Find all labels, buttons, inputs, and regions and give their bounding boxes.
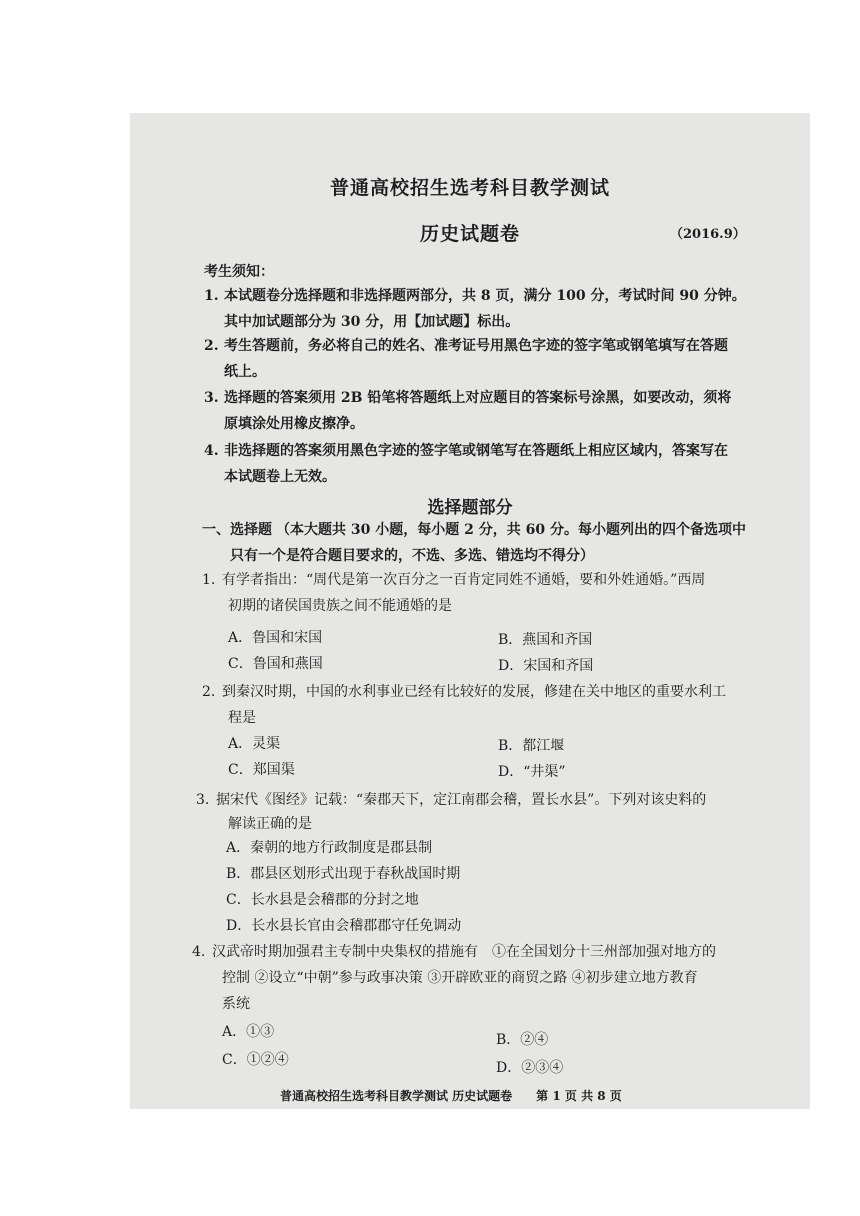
part-instructions: 只有一个是符合题目要求的，不选、多选、错选均不得分） bbox=[230, 548, 594, 564]
question-text: 汉武帝时期加强君主专制中央集权的措施有 ①在全国划分十三州部加强对地方的 bbox=[212, 944, 716, 960]
option-d: D．宋国和齐国 bbox=[498, 658, 594, 674]
option-b: B．燕国和齐国 bbox=[498, 632, 593, 648]
question-text: 到秦汉时期，中国的水利事业已经有比较好的发展，修建在关中地区的重要水利工 bbox=[222, 684, 726, 700]
option-c: C．长水县是会稽郡的分封之地 bbox=[226, 892, 419, 908]
question-number: 2. bbox=[202, 684, 216, 700]
option-b: B．②④ bbox=[496, 1032, 549, 1048]
notice-item-number: 4. bbox=[204, 443, 219, 459]
notice-item-text: 其中加试题部分为 30 分，用【加试题】标出。 bbox=[224, 314, 520, 330]
page-footer: 普通高校招生选考科目教学测试 历史试题卷 第 1 页 共 8 页 bbox=[280, 1089, 622, 1103]
question-text: 有学者指出：“周代是第一次百分之一百肯定同姓不通婚，要和外姓通婚。”西周 bbox=[222, 572, 706, 588]
notice-heading: 考生须知： bbox=[204, 264, 274, 280]
part-instructions: （本大题共 30 小题，每小题 2 分，共 60 分。每小题列出的四个备选项中 bbox=[276, 522, 746, 538]
notice-item-number: 3. bbox=[204, 390, 219, 406]
option-a: A．秦朝的地方行政制度是郡县制 bbox=[226, 840, 433, 856]
option-c: C．郑国渠 bbox=[228, 762, 295, 778]
option-c: C．鲁国和燕国 bbox=[228, 656, 323, 672]
exam-title: 普通高校招生选考科目教学测试 bbox=[329, 177, 610, 199]
notice-item-number: 1. bbox=[204, 288, 219, 304]
question-text: 系统 bbox=[222, 996, 250, 1012]
notice-item-text: 纸上。 bbox=[224, 364, 266, 380]
notice-item-text: 非选择题的答案须用黑色字迹的签字笔或钢笔写在答题纸上相应区域内，答案写在 bbox=[224, 443, 728, 459]
option-d: D．长水县长官由会稽郡郡守任免调动 bbox=[226, 918, 462, 934]
option-a: A．①③ bbox=[222, 1024, 275, 1040]
option-d: D．“井渠” bbox=[498, 764, 566, 780]
question-text: 初期的诸侯国贵族之间不能通婚的是 bbox=[228, 598, 452, 614]
notice-item-text: 原填涂处用橡皮擦净。 bbox=[224, 416, 364, 432]
notice-item-text: 本试题卷分选择题和非选择题两部分，共 8 页，满分 100 分，考试时间 90 分钟。 bbox=[224, 288, 746, 304]
question-number: 3. bbox=[196, 792, 210, 808]
question-number: 4. bbox=[192, 944, 206, 960]
section-title: 选择题部分 bbox=[427, 498, 513, 518]
question-text: 程是 bbox=[228, 710, 256, 726]
option-d: D．②③④ bbox=[496, 1060, 564, 1076]
notice-item-text: 本试题卷上无效。 bbox=[224, 469, 336, 485]
question-text: 控制 ②设立“中朝”参与政事决策 ③开辟欧亚的商贸之路 ④初步建立地方教育 bbox=[222, 970, 698, 986]
part-label: 一、选择题 bbox=[202, 522, 272, 538]
option-c: C．①②④ bbox=[222, 1052, 289, 1068]
option-a: A．鲁国和宋国 bbox=[228, 630, 323, 646]
notice-item-text: 选择题的答案须用 2B 铅笔将答题纸上对应题目的答案标号涂黑，如要改动，须将 bbox=[224, 390, 732, 406]
question-text: 解读正确的是 bbox=[228, 816, 312, 832]
question-text: 据宋代《图经》记载：“秦郡天下，定江南郡会稽，置长水县”。下列对该史料的 bbox=[216, 792, 707, 808]
option-a: A．灵渠 bbox=[228, 736, 281, 752]
exam-page bbox=[130, 113, 810, 1109]
subject-title: 历史试题卷 bbox=[419, 223, 520, 245]
notice-item-number: 2. bbox=[204, 338, 219, 354]
question-number: 1. bbox=[202, 572, 216, 588]
option-b: B．郡县区划形式出现于春秋战国时期 bbox=[226, 866, 461, 882]
exam-date: （2016.9） bbox=[670, 227, 746, 242]
option-b: B．都江堰 bbox=[498, 738, 565, 754]
notice-item-text: 考生答题前，务必将自己的姓名、准考证号用黑色字迹的签字笔或钢笔填写在答题 bbox=[224, 338, 728, 354]
